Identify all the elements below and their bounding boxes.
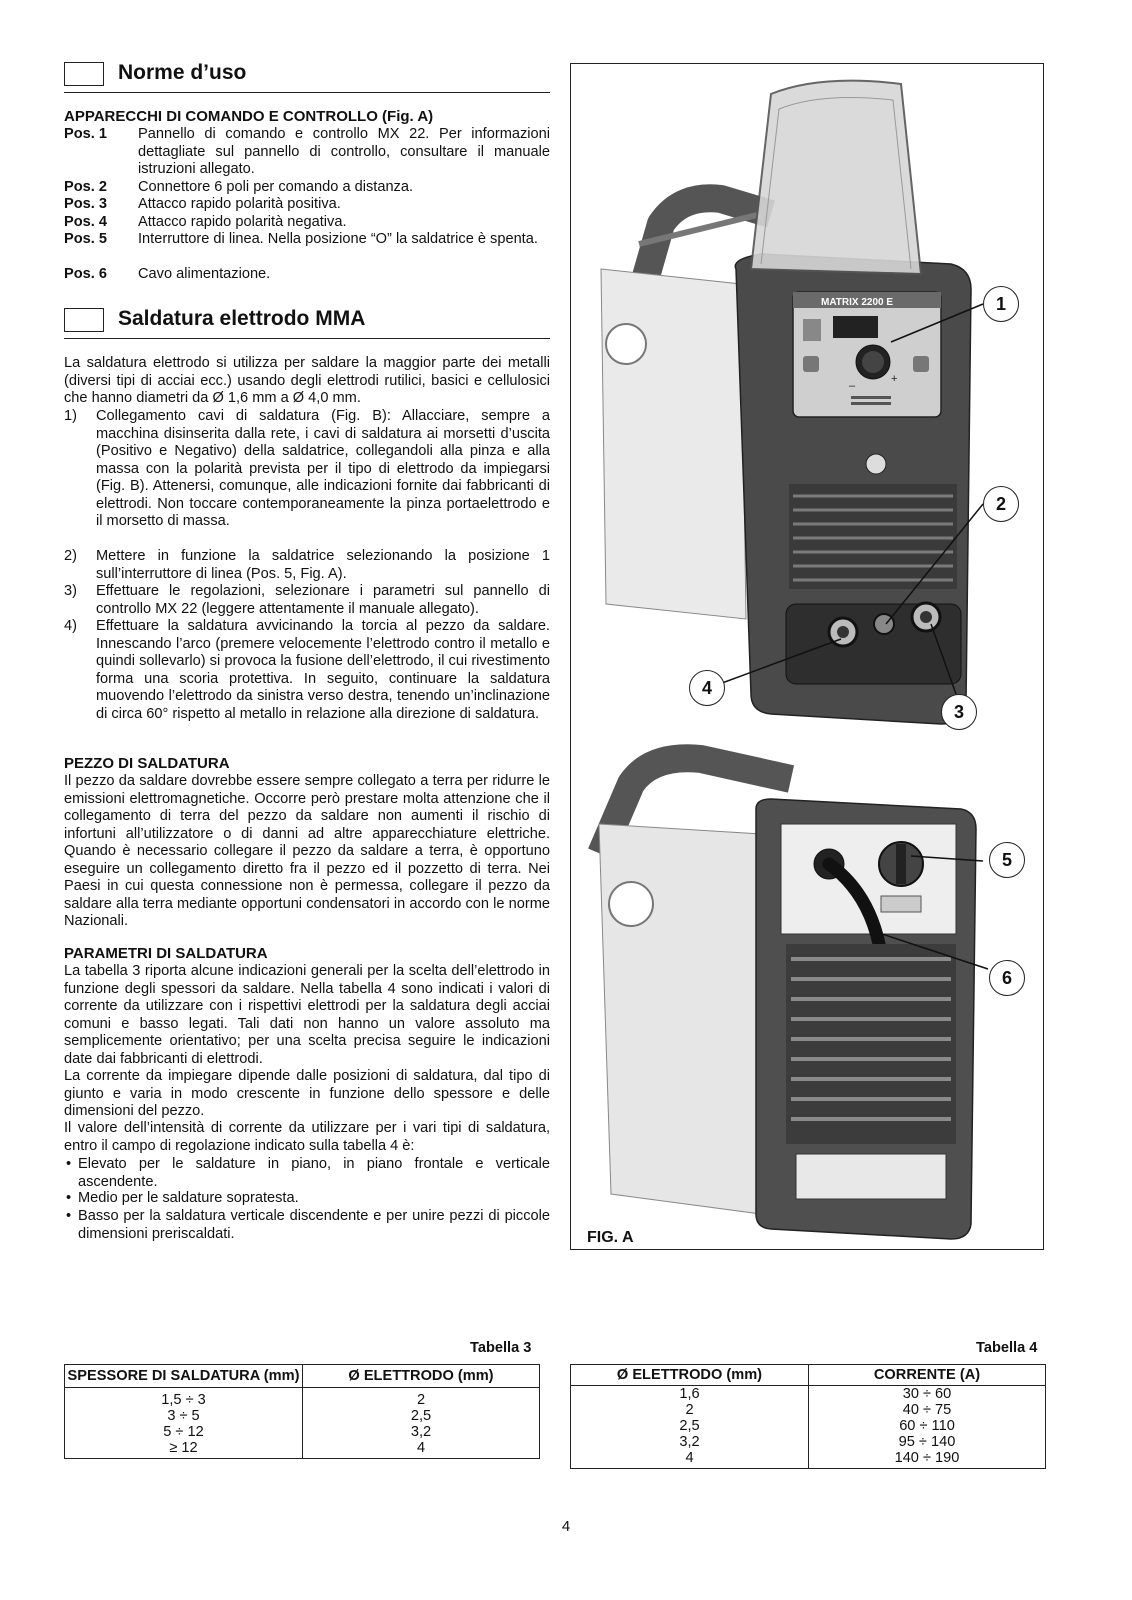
table-header: Ø ELETTRODO (mm) xyxy=(303,1365,540,1388)
cea-side-logo-icon xyxy=(609,882,653,926)
section-marker-box xyxy=(64,62,104,86)
table-header: CORRENTE (A) xyxy=(809,1365,1046,1386)
panel-plus: + xyxy=(891,373,898,385)
callout-5: 5 xyxy=(989,842,1025,878)
panel-minus: – xyxy=(849,380,856,392)
step-text: Effettuare la saldatura avvicinando la torcia al pezzo da saldare. Innescando l’arco (premere velocemente l’elettrodo contro il metallo e quindi sollevarlo) si provoca la fusione dell’elettrodo, il cui rivestimento forma una scoria protettiva. In seguito, continuare la saldatura muovendo l’elettrodo da sinistra verso destra, tenendo un’inclinazione di circa 60° rispetto al metallo in relazione alla direzione di saldatura. xyxy=(96,618,550,722)
table-row xyxy=(65,1440,540,1459)
table-row xyxy=(65,1408,540,1424)
table-row xyxy=(571,1450,1046,1469)
callout-6: 6 xyxy=(989,960,1025,996)
pos-label: Pos. 1 xyxy=(64,126,107,142)
pos-text: Cavo alimentazione. xyxy=(138,266,271,282)
table-cell: 4 xyxy=(303,1440,540,1459)
callout-4: 4 xyxy=(689,670,725,706)
callout-1: 1 xyxy=(983,286,1019,322)
table-row xyxy=(65,1388,540,1409)
pos-text: Attacco rapido polarità positiva. xyxy=(138,196,341,212)
table-cell: 3 ÷ 5 xyxy=(65,1408,303,1424)
section-heading-mma xyxy=(64,304,550,339)
bullet-text: Basso per la saldatura verticale discendente e per unire pezzi di piccole dimensioni preriscaldati. xyxy=(78,1208,550,1242)
table-cell: 95 ÷ 140 xyxy=(809,1434,1046,1450)
bullet-dot: • xyxy=(66,1156,72,1172)
mma-intro: La saldatura elettrodo si utilizza per saldare la maggior parte dei metalli (diversi tipi di acciai ecc.) usando degli elettrodi rutilici, basici e cellulosici che hanno diametri da Ø 1,6 mm a Ø 4,0 mm. xyxy=(64,355,550,406)
table-4 xyxy=(570,1364,1046,1469)
table-row xyxy=(571,1386,1046,1403)
pos-label: Pos. 4 xyxy=(64,214,107,230)
table-cell: 30 ÷ 60 xyxy=(809,1386,1046,1403)
table-3 xyxy=(64,1364,540,1459)
pos-text: Pannello di comando e controllo MX 22. Per informazioni dettagliate sul pannello di controllo, consultare il manuale istruzioni allegato. xyxy=(138,126,550,177)
section-title: Saldatura elettrodo MMA xyxy=(118,307,366,330)
bullet-dot: • xyxy=(66,1208,72,1224)
table4-caption: Tabella 4 xyxy=(976,1340,1038,1356)
step-text: Effettuare le regolazioni, selezionare i parametri sul pannello di controllo MX 22 (leggere attentamente il manuale allegato). xyxy=(96,583,550,617)
pos-text: Interruttore di linea. Nella posizione “O” la saldatrice è spenta. xyxy=(138,231,538,247)
pos-label: Pos. 2 xyxy=(64,179,107,195)
callout-3: 3 xyxy=(941,694,977,730)
table-cell: 1,6 xyxy=(571,1386,809,1403)
param-text-3: Il valore dell’intensità di corrente da utilizzare per i vari tipi di saldatura, entro il campo di regolazione indicato sulla tabella 4 è: xyxy=(64,1120,550,1154)
pos-text: Connettore 6 poli per comando a distanza. xyxy=(138,179,414,195)
table-cell: 140 ÷ 190 xyxy=(809,1450,1046,1469)
param-text-1: La tabella 3 riporta alcune indicazioni generali per la scelta dell’elettrodo in funzione degli spessori da saldare. Nella tabella 4 sono indicati i valori di corrente da utilizzare con i rispettivi elettrodi per la saldatura degli acciai comuni e basso legati. Tali dati non hanno un valore assoluto ma semplicemente orientativo; per una scelta precisa seguire le indicazioni date dai fabbricanti di elettrodi. xyxy=(64,963,550,1067)
table-cell: 1,5 ÷ 3 xyxy=(65,1388,303,1409)
table-cell: 60 ÷ 110 xyxy=(809,1418,1046,1434)
step-number: 2) xyxy=(64,548,77,564)
pos-text: Attacco rapido polarità negativa. xyxy=(138,214,347,230)
table-cell: 2,5 xyxy=(571,1418,809,1434)
step-number: 1) xyxy=(64,408,77,424)
cea-front-logo-icon xyxy=(866,454,886,474)
step-text: Mettere in funzione la saldatrice selezionando la posizione 1 sull’interruttore di linea (Pos. 5, Fig. A). xyxy=(96,548,550,582)
table-cell: 3,2 xyxy=(571,1434,809,1450)
welder-illustration xyxy=(571,64,1043,1249)
pos-label: Pos. 5 xyxy=(64,231,107,247)
table-row xyxy=(571,1402,1046,1418)
model-label: MATRIX 2200 E xyxy=(821,297,894,308)
pos-label: Pos. 3 xyxy=(64,196,107,212)
table-cell: 4 xyxy=(571,1450,809,1469)
section-marker-box xyxy=(64,308,104,332)
pos-label: Pos. 6 xyxy=(64,266,107,282)
table-row xyxy=(571,1418,1046,1434)
table-cell: 5 ÷ 12 xyxy=(65,1424,303,1440)
figure-label: FIG. A xyxy=(587,1229,634,1246)
pezzo-text: Il pezzo da saldare dovrebbe essere sempre collegato a terra per ridurre le emissioni elettromagnetiche. Occorre però prestare molta attenzione che il collegamento di terra del pezzo da saldare non aumenti il rischio di infortuni all’utilizzatore o di danni ad altre apparecchiature elettriche. Quando è necessario collegare il pezzo da saldare a terra, è opportuno eseguire un collegamento diretto fra il pezzo ed il pozzetto di terra. Nei Paesi in cui questa connessione non è permessa, collegare il pezzo da saldare alla terra mediante opportuni condensatori in accordo con le norme Nazionali. xyxy=(64,773,550,929)
subheading-apparecchi: APPARECCHI DI COMANDO E CONTROLLO (Fig. A) xyxy=(64,108,434,125)
table-row xyxy=(65,1424,540,1440)
subheading-pezzo: PEZZO DI SALDATURA xyxy=(64,755,230,772)
figure-a xyxy=(570,63,1044,1250)
param-text-2: La corrente da impiegare dipende dalle posizioni di saldatura, dal tipo di giunto e varia in modo crescente in funzione dello spessore e delle dimensioni del pezzo. xyxy=(64,1068,550,1119)
step-text: Collegamento cavi di saldatura (Fig. B): Allacciare, sempre a macchina disinserita dalla rete, i cavi di saldatura ai morsetti d’uscita (Positivo e Negativo) della saldatrice, collegandoli alla pinza e alla massa con la polarità prevista per il tipo di elettrodo da impiegarsi (Fig. B). Attenersi, comunque, alle indicazioni fornite dai fabbricanti di elettrodi. Non toccare contemporaneamente la pinza portaelettrodo e il morsetto di massa. xyxy=(96,408,550,529)
callout-2: 2 xyxy=(983,486,1019,522)
table-cell: ≥ 12 xyxy=(65,1440,303,1459)
bullet-text: Medio per le saldature sopratesta. xyxy=(78,1190,299,1206)
cea-logo-icon xyxy=(606,324,646,364)
step-number: 4) xyxy=(64,618,77,634)
table-cell: 3,2 xyxy=(303,1424,540,1440)
table-cell: 2,5 xyxy=(303,1408,540,1424)
table3-caption: Tabella 3 xyxy=(470,1340,532,1356)
section-heading-norme xyxy=(64,58,550,93)
table-row xyxy=(571,1434,1046,1450)
bullet-dot: • xyxy=(66,1190,72,1206)
step-number: 3) xyxy=(64,583,77,599)
page-number: 4 xyxy=(561,1518,571,1535)
table-cell: 2 xyxy=(571,1402,809,1418)
display-icon xyxy=(833,316,878,338)
subheading-parametri: PARAMETRI DI SALDATURA xyxy=(64,945,268,962)
table-cell: 2 xyxy=(303,1388,540,1409)
bullet-text: Elevato per le saldature in piano, in piano frontale e verticale ascendente. xyxy=(78,1156,550,1190)
table-header: Ø ELETTRODO (mm) xyxy=(571,1365,809,1386)
table-header: SPESSORE DI SALDATURA (mm) xyxy=(65,1365,303,1388)
section-title: Norme d’uso xyxy=(118,61,247,84)
table-cell: 40 ÷ 75 xyxy=(809,1402,1046,1418)
